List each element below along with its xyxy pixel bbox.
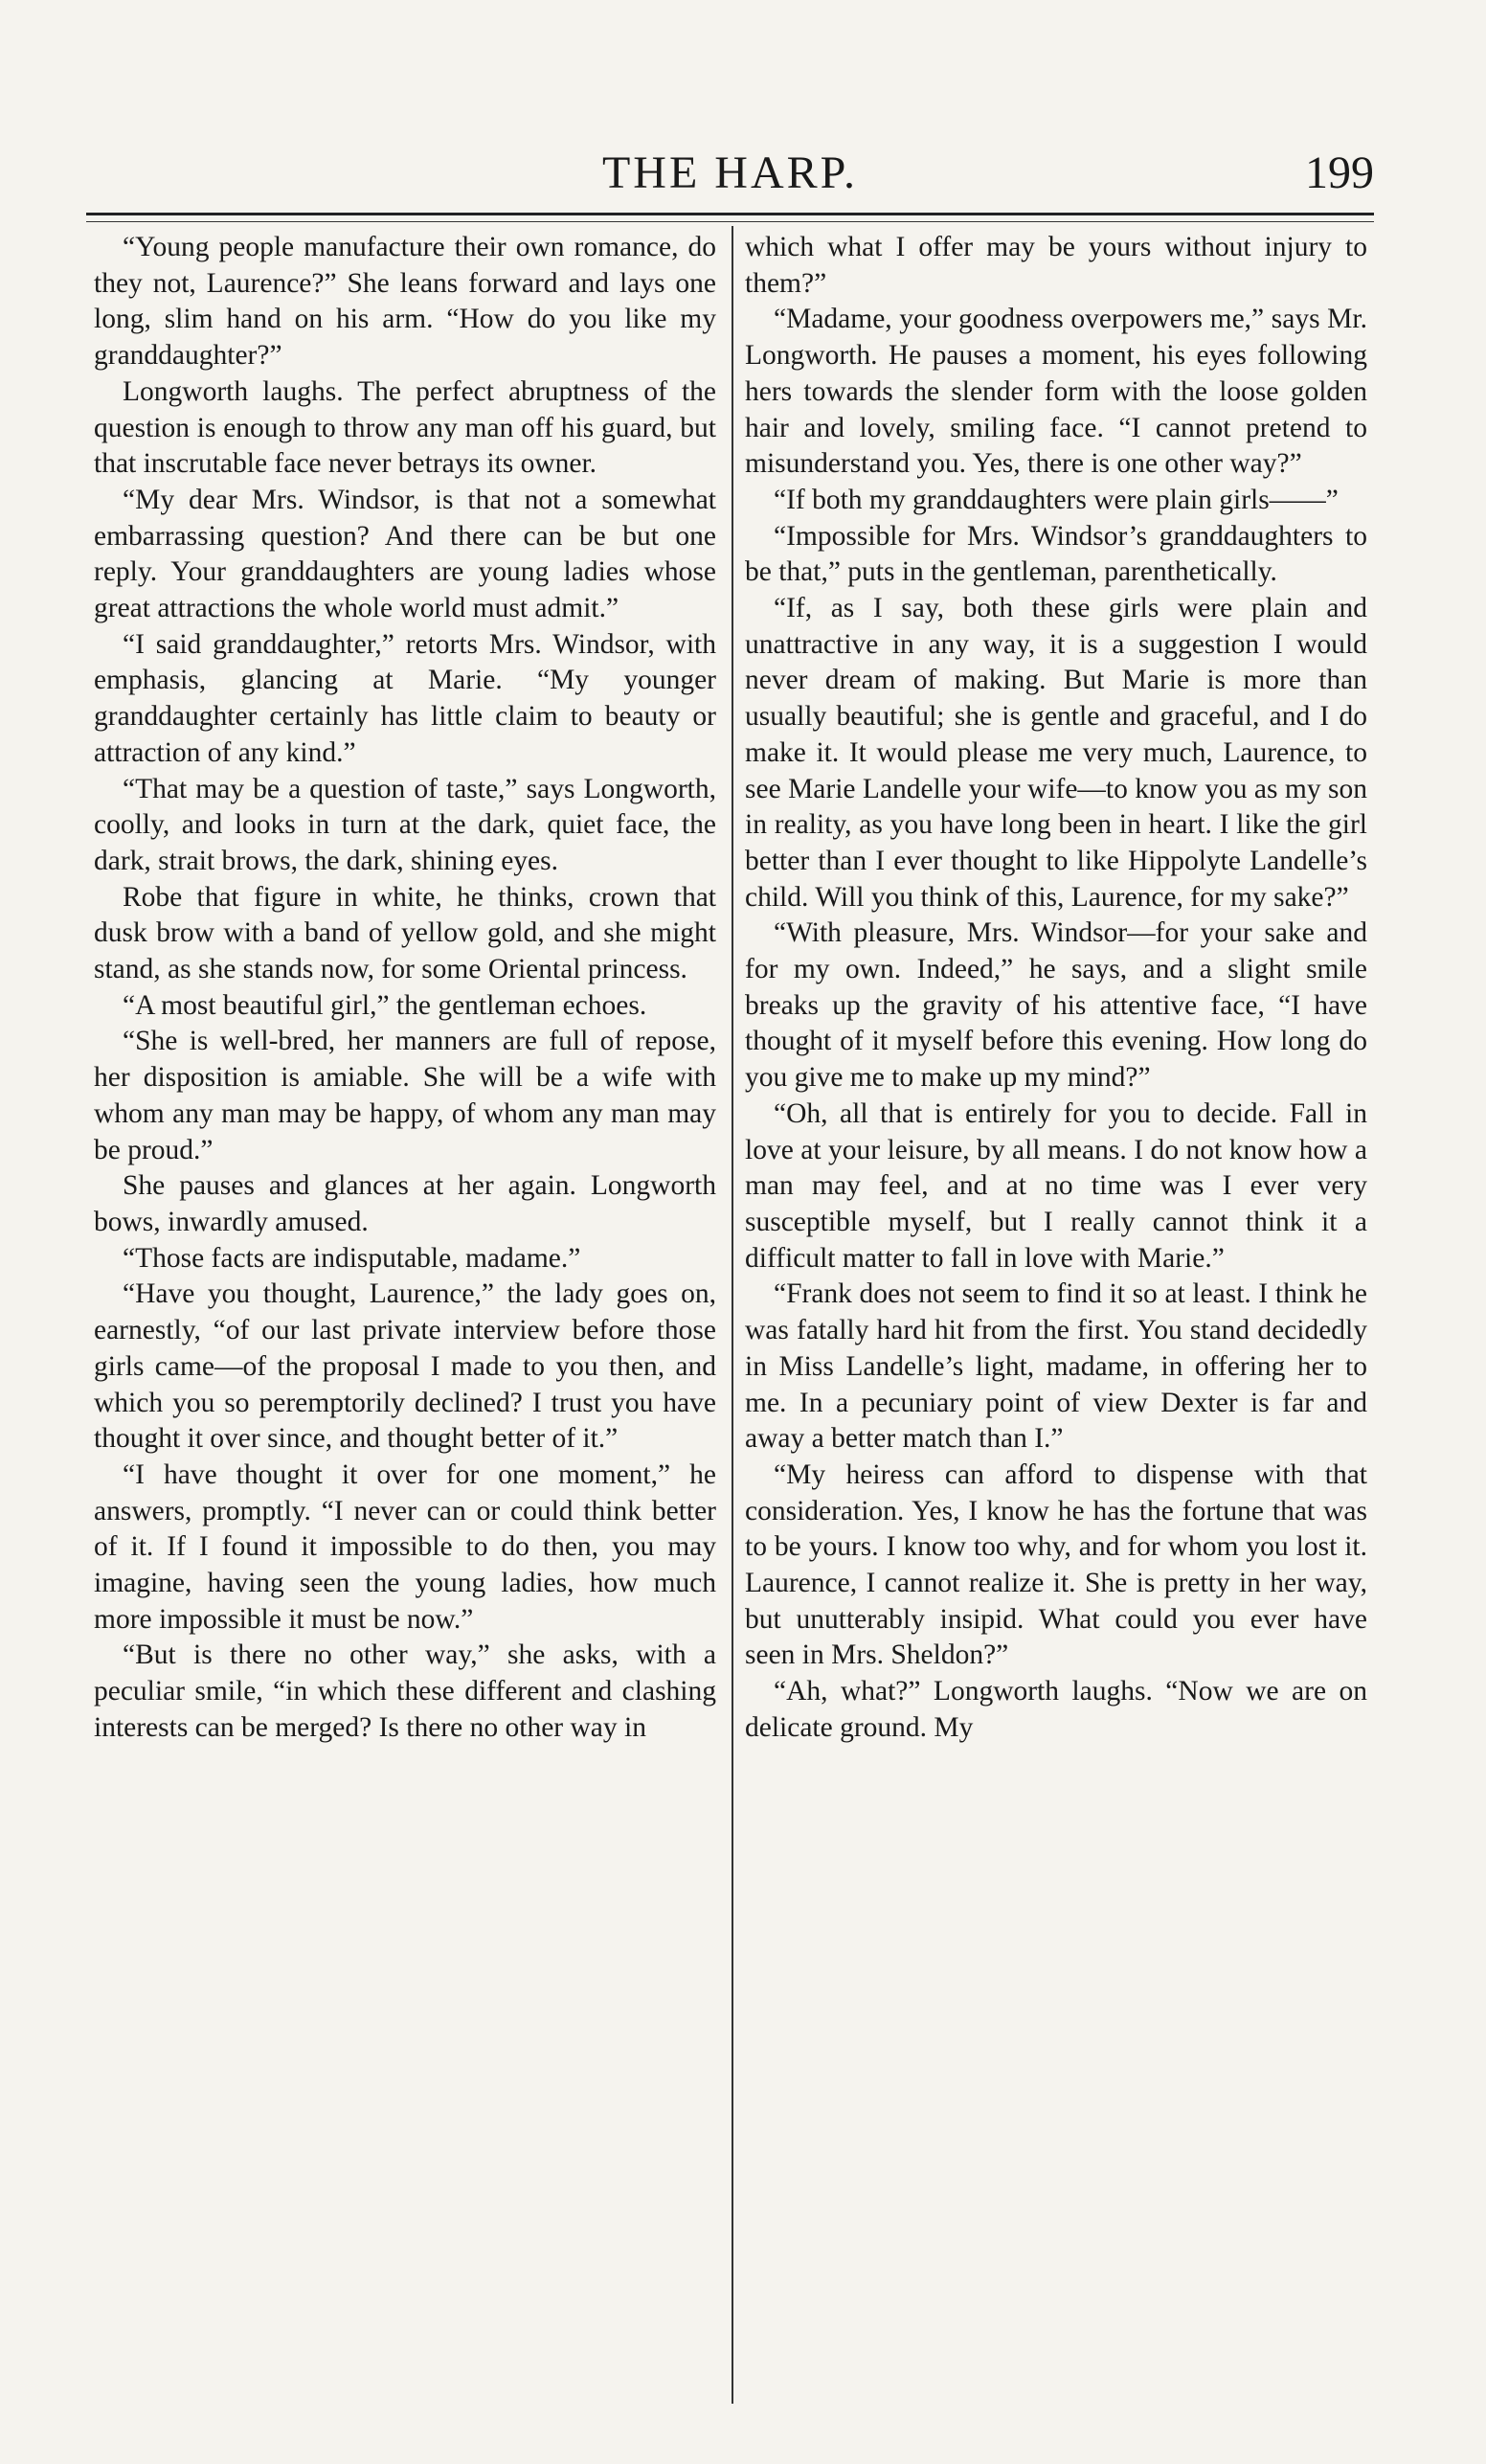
header-rule-thin: [86, 221, 1374, 222]
column-divider: [732, 226, 733, 2404]
paragraph: “If both my granddaughters were plain girls——”: [774, 484, 1339, 515]
paragraph: “My heiress can afford to dispense with that consideration. Yes, I know he has the fortune that was to be yours. I know too why, and for whom you lost it. Laurence, I cannot realize it. She is pretty in her way, but unutterably insipid. What could you ever have seen in Mrs. Sheldon?”: [745, 1458, 1367, 1671]
paragraph: “Impossible for Mrs. Windsor’s granddaughters to be that,” puts in the gentleman, parenthetically.: [745, 520, 1367, 588]
paragraph: “Oh, all that is entirely for you to decide. Fall in love at your leisure, by all means. I do not know how a man may feel, and at no time was I ever very susceptible myself, but I really cannot think it a difficult matter to fall in love with Marie.”: [745, 1097, 1367, 1274]
paragraph: “Those facts are indisputable, madame.”: [123, 1242, 581, 1274]
paragraph: “A most beautiful girl,” the gentleman echoes.: [123, 989, 647, 1021]
paragraph: “I have thought it over for one moment,” he answers, promptly. “I never can or could think better of it. If I found it impossible to do then, you may imagine, having seen the young ladies, how much more impossible it must be now.”: [94, 1458, 716, 1635]
paragraph: “Young people manufacture their own romance, do they not, Laurence?” She leans forward and lays one long, slim hand on his arm. “How do you like my granddaughter?”: [94, 232, 716, 372]
paragraph: “My dear Mrs. Windsor, is that not a somewhat embarrassing question? And there can be but one reply. Your granddaughters are young ladies whose great attractions the whole world must admit.”: [94, 484, 716, 624]
paragraph: Robe that figure in white, he thinks, crown that dusk brow with a band of yellow gold, and she might stand, as she stands now, for some Oriental princess.: [94, 881, 716, 985]
paragraph: “With pleasure, Mrs. Windsor—for your sake and for my own. Indeed,” he says, and a slight smile breaks up the gravity of his attentive face, “I have thought of it myself before this evening. How long do you give me to make up my mind?”: [745, 917, 1367, 1094]
left-column: [94, 230, 716, 2404]
paragraph-continued: which what I offer may be yours without injury to them?”: [745, 232, 1367, 299]
page-number: 199: [1305, 147, 1374, 198]
paragraph: “Madame, your goodness overpowers me,” says Mr. Longworth. He pauses a moment, his eyes following hers towards the slender form with the loose golden hair and lovely, smiling face. “I cannot pretend to misunderstand you. Yes, there is one other way?”: [745, 304, 1367, 480]
paragraph: “But is there no other way,” she asks, with a peculiar smile, “in which these different and clashing interests can be merged? Is there no other way in: [94, 1639, 716, 1743]
paragraph: “Frank does not seem to find it so at least. I think he was fatally hard hit from the first. You stand decidedly in Miss Landelle’s light, madame, in offering her to me. In a pecuniary point of view Dexter is far and away a better match than I.”: [745, 1278, 1367, 1455]
paragraph: “She is well-bred, her manners are full of repose, her disposition is amiable. She will be a wife with whom any man may be happy, of whom any man may be proud.”: [94, 1026, 716, 1165]
paragraph: “I said granddaughter,” retorts Mrs. Windsor, with emphasis, glancing at Marie. “My younger granddaughter certainly has little claim to beauty or attraction of any kind.”: [94, 628, 716, 768]
paragraph: “Ah, what?” Longworth laughs. “Now we are on delicate ground. My: [745, 1676, 1367, 1743]
running-title: THE HARP.: [601, 147, 859, 198]
paragraph: She pauses and glances at her again. Longworth bows, inwardly amused.: [94, 1170, 716, 1237]
paragraph: “Have you thought, Laurence,” the lady goes on, earnestly, “of our last private interview before those girls came—of the proposal I made to you then, and which you so peremptorily declined? I trust you have thought it over since, and thought better of it.”: [94, 1278, 716, 1455]
header-rule-thick: [86, 213, 1374, 215]
page-header: [86, 144, 1374, 203]
right-column: [745, 230, 1367, 2404]
paragraph: “That may be a question of taste,” says Longworth, coolly, and looks in turn at the dark, quiet face, the dark, strait brows, the dark, shining eyes.: [94, 773, 716, 876]
paragraph: Longworth laughs. The perfect abruptness of the question is enough to throw any man off his guard, but that inscrutable face never betrays its owner.: [94, 375, 716, 480]
paragraph: “If, as I say, both these girls were plain and unattractive in any way, it is a suggestion I would never dream of making. But Marie is more than usually beautiful; she is gentle and graceful, and I do make it. It would please me very much, Laurence, to see Marie Landelle your wife—to know you as my son in reality, as you have long been in heart. I like the girl better than I ever thought to like Hippolyte Landelle’s child. Will you think of this, Laurence, for my sake?”: [745, 593, 1367, 913]
